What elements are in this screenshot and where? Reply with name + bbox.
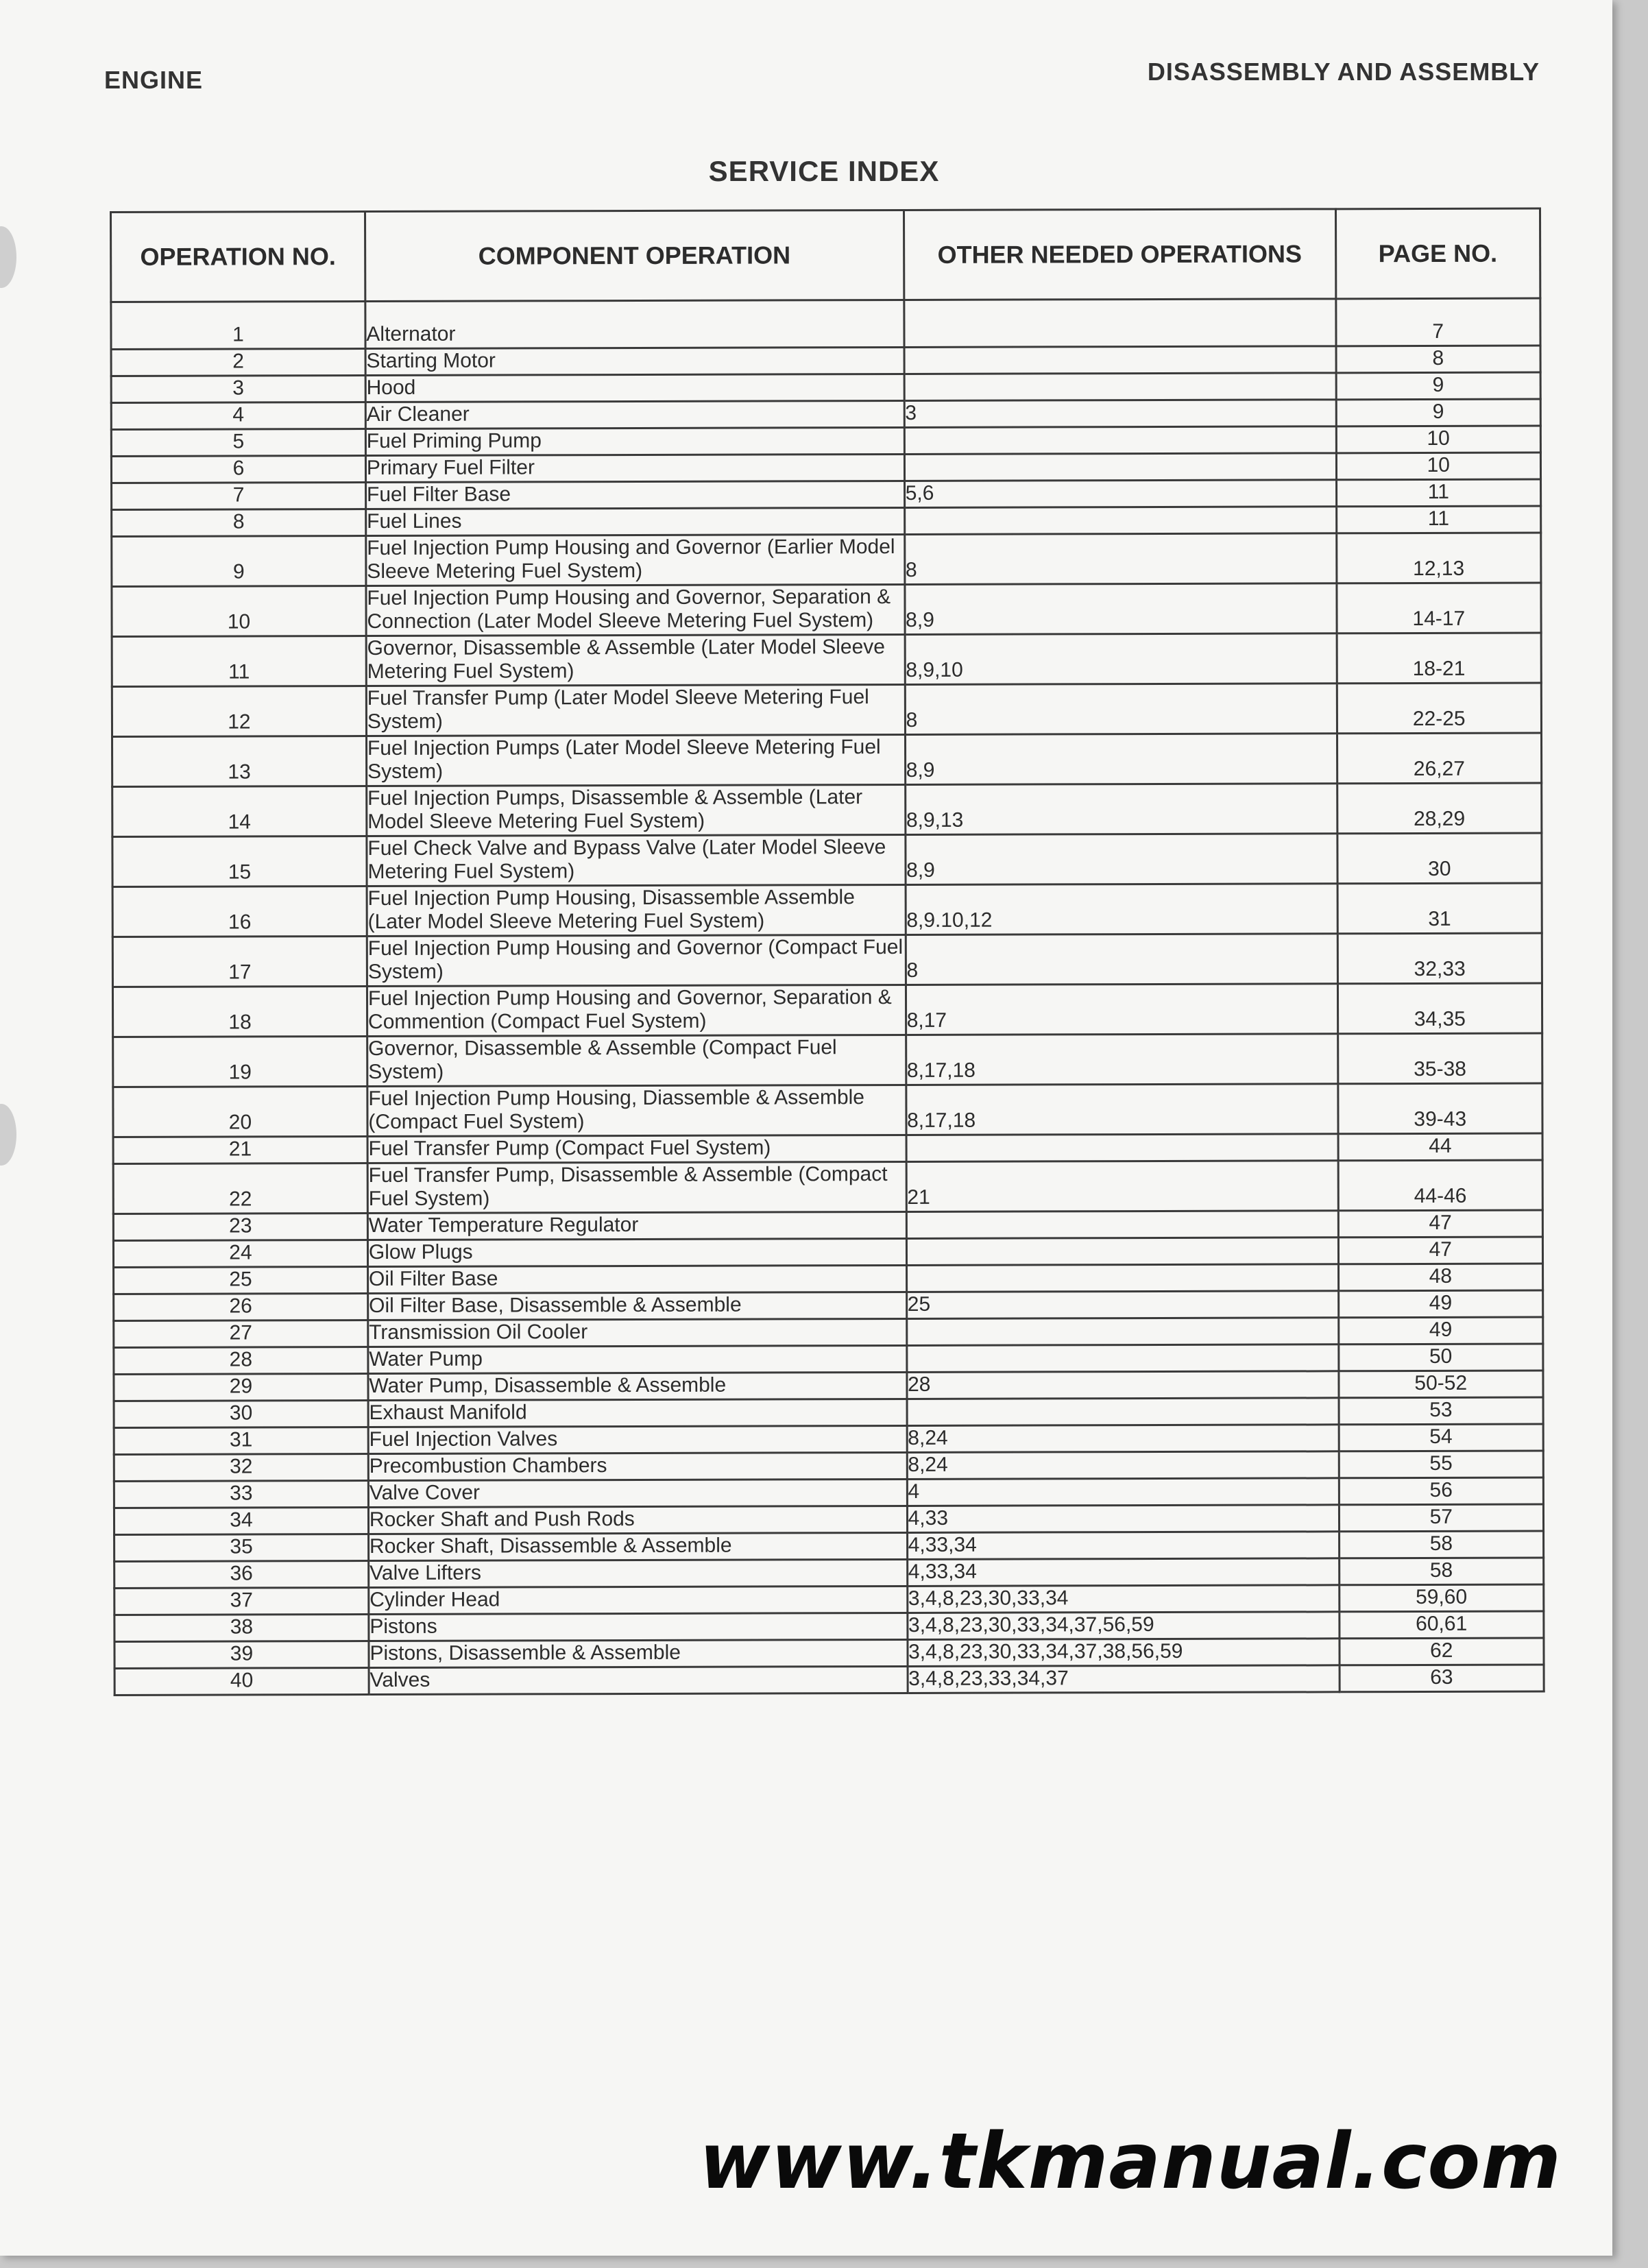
other-needed-cell xyxy=(904,373,1336,401)
operation-no-cell: 30 xyxy=(114,1401,368,1428)
other-needed-cell: 8,17,18 xyxy=(906,1034,1337,1085)
other-needed-cell: 3,4,8,23,30,33,34,37,56,59 xyxy=(907,1612,1339,1640)
table-row xyxy=(112,633,1541,686)
page-no-cell: 26,27 xyxy=(1337,733,1542,784)
component-operation-cell: Fuel Transfer Pump (Compact Fuel System) xyxy=(367,1135,906,1163)
other-needed-cell xyxy=(904,507,1336,535)
operation-no-cell: 25 xyxy=(114,1267,368,1294)
operation-no-cell: 23 xyxy=(113,1214,367,1241)
page-no-cell: 63 xyxy=(1340,1665,1544,1692)
page-no-cell: 50-52 xyxy=(1339,1371,1544,1398)
table-row xyxy=(114,1477,1543,1508)
other-needed-cell xyxy=(906,1264,1338,1292)
other-needed-cell: 8 xyxy=(905,684,1337,735)
table-row xyxy=(111,453,1540,483)
page-no-cell: 39-43 xyxy=(1337,1083,1542,1134)
page-no-cell: 47 xyxy=(1338,1237,1543,1264)
component-operation-cell: Water Temperature Regulator xyxy=(367,1211,906,1240)
operation-no-cell: 12 xyxy=(112,686,366,737)
page-no-cell: 59,60 xyxy=(1339,1584,1544,1612)
component-operation-cell: Fuel Injection Pump Housing and Governor, Separation & Commention (Compact Fuel System) xyxy=(367,985,906,1036)
other-needed-cell: 4,33 xyxy=(907,1505,1339,1533)
component-operation-cell: Pistons xyxy=(369,1613,908,1641)
page-no-cell: 12,13 xyxy=(1336,533,1541,583)
other-needed-cell: 8,9 xyxy=(905,834,1337,885)
component-operation-cell: Precombustion Chambers xyxy=(368,1452,907,1480)
operation-no-cell: 21 xyxy=(113,1137,367,1164)
other-needed-cell: 5,6 xyxy=(904,480,1336,508)
component-operation-cell: Governor, Disassemble & Assemble (Later Model Sleeve Metering Fuel System) xyxy=(366,634,905,686)
other-needed-cell: 8 xyxy=(906,934,1337,985)
operation-no-cell: 40 xyxy=(114,1668,369,1696)
table-header-row xyxy=(111,208,1540,302)
header-operation-no: OPERATION NO. xyxy=(111,212,365,302)
table-row xyxy=(114,1264,1543,1294)
operation-no-cell: 7 xyxy=(112,483,366,510)
other-needed-cell: 4,33,34 xyxy=(907,1558,1339,1587)
operation-no-cell: 13 xyxy=(112,736,367,787)
other-needed-cell xyxy=(904,426,1336,455)
other-needed-cell: 8,9 xyxy=(905,583,1337,635)
component-operation-cell: Cylinder Head xyxy=(369,1586,908,1614)
component-operation-cell: Alternator xyxy=(365,300,904,348)
table-row xyxy=(112,479,1541,509)
other-needed-cell: 8,24 xyxy=(907,1425,1339,1453)
page-no-cell: 62 xyxy=(1340,1638,1544,1665)
component-operation-cell: Fuel Injection Pump Housing and Governor (Compact Fuel System) xyxy=(367,934,906,986)
page-no-cell: 30 xyxy=(1337,833,1542,884)
component-operation-cell: Fuel Transfer Pump (Later Model Sleeve Metering Fuel System) xyxy=(366,684,905,736)
operation-no-cell: 19 xyxy=(113,1037,367,1087)
component-operation-cell: Fuel Check Valve and Bypass Valve (Later Model Sleeve Metering Fuel System) xyxy=(367,834,906,886)
component-operation-cell: Fuel Injection Valves xyxy=(368,1425,907,1453)
operation-no-cell: 17 xyxy=(112,937,367,987)
page-no-cell: 54 xyxy=(1339,1424,1544,1451)
table-row xyxy=(114,1638,1544,1668)
component-operation-cell: Valves xyxy=(369,1666,908,1694)
page-no-cell: 49 xyxy=(1338,1317,1543,1344)
page-no-cell: 60,61 xyxy=(1339,1611,1544,1639)
service-index-table xyxy=(110,208,1545,1696)
page-no-cell: 9 xyxy=(1336,372,1541,400)
page-no-cell: 56 xyxy=(1339,1477,1544,1505)
other-needed-cell: 8,17 xyxy=(906,984,1337,1035)
component-operation-cell: Valve Cover xyxy=(368,1479,907,1507)
section-header-right: DISASSEMBLY AND ASSEMBLY xyxy=(1147,58,1540,86)
component-operation-cell: Glow Plugs xyxy=(367,1238,906,1266)
other-needed-cell: 3,4,8,23,30,33,34,37,38,56,59 xyxy=(908,1639,1340,1667)
table-row xyxy=(112,533,1541,586)
table-row xyxy=(112,733,1542,786)
component-operation-cell: Oil Filter Base xyxy=(367,1265,906,1293)
operation-no-cell: 9 xyxy=(112,536,366,587)
other-needed-cell: 25 xyxy=(906,1291,1338,1319)
operation-no-cell: 16 xyxy=(112,886,367,937)
operation-no-cell: 24 xyxy=(113,1240,367,1268)
page-no-cell: 34,35 xyxy=(1337,983,1542,1034)
page-no-cell: 44-46 xyxy=(1338,1160,1543,1211)
page-no-cell: 9 xyxy=(1336,399,1541,426)
table-row xyxy=(114,1317,1543,1347)
table-row xyxy=(112,933,1542,987)
page-no-cell: 50 xyxy=(1338,1344,1543,1371)
operation-no-cell: 38 xyxy=(114,1615,369,1642)
component-operation-cell: Fuel Injection Pumps, Disassemble & Assemble (Later Model Sleeve Metering Fuel System) xyxy=(367,784,906,836)
page-no-cell: 10 xyxy=(1336,453,1541,480)
table-row xyxy=(112,683,1541,736)
table-row xyxy=(114,1397,1543,1427)
component-operation-cell: Primary Fuel Filter xyxy=(365,454,904,482)
component-operation-cell: Fuel Injection Pump Housing, Disassemble Assemble (Later Model Sleeve Metering Fuel System) xyxy=(367,884,906,936)
table-row xyxy=(111,346,1540,376)
page-title: SERVICE INDEX xyxy=(708,155,940,187)
operation-no-cell: 3 xyxy=(111,376,365,403)
table-row xyxy=(114,1584,1544,1615)
page-no-cell: 57 xyxy=(1339,1504,1544,1532)
table-row xyxy=(113,1160,1542,1214)
page-no-cell: 10 xyxy=(1336,426,1541,453)
page-no-cell: 53 xyxy=(1339,1397,1544,1425)
table-row xyxy=(112,583,1541,636)
table-row xyxy=(112,983,1542,1037)
operation-no-cell: 14 xyxy=(112,786,367,837)
page-no-cell: 11 xyxy=(1336,479,1541,507)
operation-no-cell: 35 xyxy=(114,1534,369,1562)
operation-no-cell: 31 xyxy=(114,1427,368,1455)
other-needed-cell: 4 xyxy=(907,1478,1339,1506)
page-no-cell: 18-21 xyxy=(1337,633,1542,684)
table-row xyxy=(114,1344,1543,1374)
binder-hole xyxy=(0,226,16,288)
operation-no-cell: 10 xyxy=(112,586,366,637)
operation-no-cell: 15 xyxy=(112,836,367,887)
table-row xyxy=(112,883,1542,937)
other-needed-cell: 8,24 xyxy=(907,1451,1339,1480)
operation-no-cell: 20 xyxy=(113,1087,367,1137)
component-operation-cell: Hood xyxy=(365,374,904,402)
table-row xyxy=(111,372,1540,402)
binder-hole xyxy=(0,1104,16,1166)
component-operation-cell: Fuel Injection Pump Housing, Diassemble & Assemble (Compact Fuel System) xyxy=(367,1085,906,1136)
page-no-cell: 11 xyxy=(1336,506,1541,533)
component-operation-cell: Rocker Shaft, Disassemble & Assemble xyxy=(368,1532,907,1560)
component-operation-cell: Fuel Injection Pump Housing and Governor (Earlier Model Sleeve Metering Fuel System) xyxy=(366,534,905,586)
operation-no-cell: 4 xyxy=(111,402,365,430)
page-no-cell: 48 xyxy=(1338,1264,1543,1291)
table-row xyxy=(113,1237,1542,1267)
other-needed-cell: 4,33,34 xyxy=(907,1532,1339,1560)
other-needed-cell: 3,4,8,23,33,34,37 xyxy=(908,1665,1340,1693)
other-needed-cell xyxy=(904,299,1335,348)
component-operation-cell: Governor, Disassemble & Assemble (Compact Fuel System) xyxy=(367,1035,906,1086)
operation-no-cell: 2 xyxy=(111,349,365,376)
other-needed-cell: 21 xyxy=(906,1161,1338,1212)
table-row xyxy=(113,1210,1542,1240)
operation-no-cell: 22 xyxy=(113,1163,367,1214)
table-row xyxy=(114,1665,1544,1695)
page-no-cell: 44 xyxy=(1338,1133,1543,1161)
operation-no-cell: 34 xyxy=(114,1508,368,1535)
operation-no-cell: 8 xyxy=(112,509,366,537)
table-row xyxy=(111,426,1540,456)
page-no-cell: 58 xyxy=(1339,1531,1544,1558)
other-needed-cell xyxy=(906,1238,1338,1266)
operation-no-cell: 18 xyxy=(112,987,367,1037)
table-row xyxy=(112,783,1542,836)
component-operation-cell: Pistons, Disassemble & Assemble xyxy=(369,1639,908,1667)
section-header-left: ENGINE xyxy=(104,66,204,94)
table-row xyxy=(114,1451,1543,1481)
operation-no-cell: 26 xyxy=(114,1294,368,1321)
other-needed-cell xyxy=(906,1318,1338,1346)
operation-no-cell: 33 xyxy=(114,1481,368,1508)
page-no-cell: 32,33 xyxy=(1337,933,1542,984)
page-no-cell: 58 xyxy=(1339,1558,1544,1585)
component-operation-cell: Fuel Injection Pumps (Later Model Sleeve Metering Fuel System) xyxy=(366,734,905,786)
component-operation-cell: Valve Lifters xyxy=(369,1559,908,1587)
page-no-cell: 35-38 xyxy=(1337,1033,1542,1084)
component-operation-cell: Water Pump xyxy=(368,1345,907,1373)
table-row xyxy=(114,1611,1544,1641)
table-row xyxy=(114,1531,1544,1561)
operation-no-cell: 27 xyxy=(114,1320,368,1348)
other-needed-cell xyxy=(906,1211,1338,1239)
component-operation-cell: Fuel Lines xyxy=(366,507,905,535)
page-no-cell: 14-17 xyxy=(1337,583,1542,634)
other-needed-cell: 8 xyxy=(904,533,1336,585)
table-body xyxy=(111,298,1544,1695)
table-row xyxy=(113,1083,1542,1137)
component-operation-cell: Exhaust Manifold xyxy=(368,1399,907,1427)
operation-no-cell: 6 xyxy=(111,456,365,483)
operation-no-cell: 5 xyxy=(111,429,365,457)
page-no-cell: 49 xyxy=(1338,1290,1543,1318)
other-needed-cell: 8,17,18 xyxy=(906,1084,1337,1135)
operation-no-cell: 1 xyxy=(111,302,365,350)
operation-no-cell: 36 xyxy=(114,1561,369,1589)
page-no-cell: 7 xyxy=(1335,298,1540,346)
other-needed-cell xyxy=(906,1134,1338,1162)
operation-no-cell: 39 xyxy=(114,1641,369,1669)
table-row xyxy=(113,1033,1542,1087)
other-needed-cell xyxy=(906,1344,1338,1373)
other-needed-cell xyxy=(904,346,1336,374)
website-watermark: www.tkmanual.com xyxy=(699,2117,1562,2206)
other-needed-cell xyxy=(907,1398,1339,1426)
operation-no-cell: 28 xyxy=(114,1347,368,1375)
table-row xyxy=(112,506,1541,536)
table-row xyxy=(113,1133,1542,1163)
operation-no-cell: 11 xyxy=(112,636,366,687)
table-row xyxy=(114,1424,1543,1454)
page-no-cell: 31 xyxy=(1337,883,1542,934)
component-operation-cell: Fuel Injection Pump Housing and Governor, Separation & Connection (Later Model Sleeve Metering Fuel System) xyxy=(366,584,905,636)
other-needed-cell: 8,9 xyxy=(905,734,1337,785)
table-row xyxy=(111,399,1540,429)
header-page-no: PAGE NO. xyxy=(1335,208,1540,299)
other-needed-cell xyxy=(904,453,1336,481)
other-needed-cell: 8,9,13 xyxy=(905,784,1337,835)
table-row xyxy=(114,1558,1544,1588)
component-operation-cell: Fuel Transfer Pump, Disassemble & Assemble (Compact Fuel System) xyxy=(367,1161,906,1213)
operation-no-cell: 32 xyxy=(114,1454,368,1482)
other-needed-cell: 28 xyxy=(907,1371,1339,1399)
page-no-cell: 47 xyxy=(1338,1210,1543,1238)
table-row xyxy=(114,1371,1543,1401)
table-row xyxy=(112,833,1542,886)
component-operation-cell: Air Cleaner xyxy=(365,400,904,429)
component-operation-cell: Transmission Oil Cooler xyxy=(368,1318,907,1347)
component-operation-cell: Fuel Filter Base xyxy=(365,481,904,509)
other-needed-cell: 3 xyxy=(904,400,1336,428)
other-needed-cell: 8,9,10 xyxy=(905,634,1337,685)
operation-no-cell: 37 xyxy=(114,1588,369,1615)
page-no-cell: 55 xyxy=(1339,1451,1544,1478)
other-needed-cell: 3,4,8,23,30,33,34 xyxy=(907,1585,1339,1613)
table-row xyxy=(114,1504,1543,1534)
other-needed-cell: 8,9.10,12 xyxy=(906,884,1337,935)
component-operation-cell: Water Pump, Disassemble & Assemble xyxy=(368,1372,907,1400)
header-component-operation: COMPONENT OPERATION xyxy=(365,210,904,301)
component-operation-cell: Rocker Shaft and Push Rods xyxy=(368,1506,907,1534)
operation-no-cell: 29 xyxy=(114,1374,368,1401)
component-operation-cell: Fuel Priming Pump xyxy=(365,427,904,455)
page-no-cell: 28,29 xyxy=(1337,783,1542,834)
component-operation-cell: Starting Motor xyxy=(365,347,904,375)
table-row xyxy=(114,1290,1543,1320)
table-row xyxy=(111,298,1540,349)
component-operation-cell: Oil Filter Base, Disassemble & Assemble xyxy=(368,1292,907,1320)
page-no-cell: 22-25 xyxy=(1337,683,1542,734)
page-no-cell: 8 xyxy=(1336,346,1541,373)
header-other-needed-operations: OTHER NEEDED OPERATIONS xyxy=(904,209,1335,300)
